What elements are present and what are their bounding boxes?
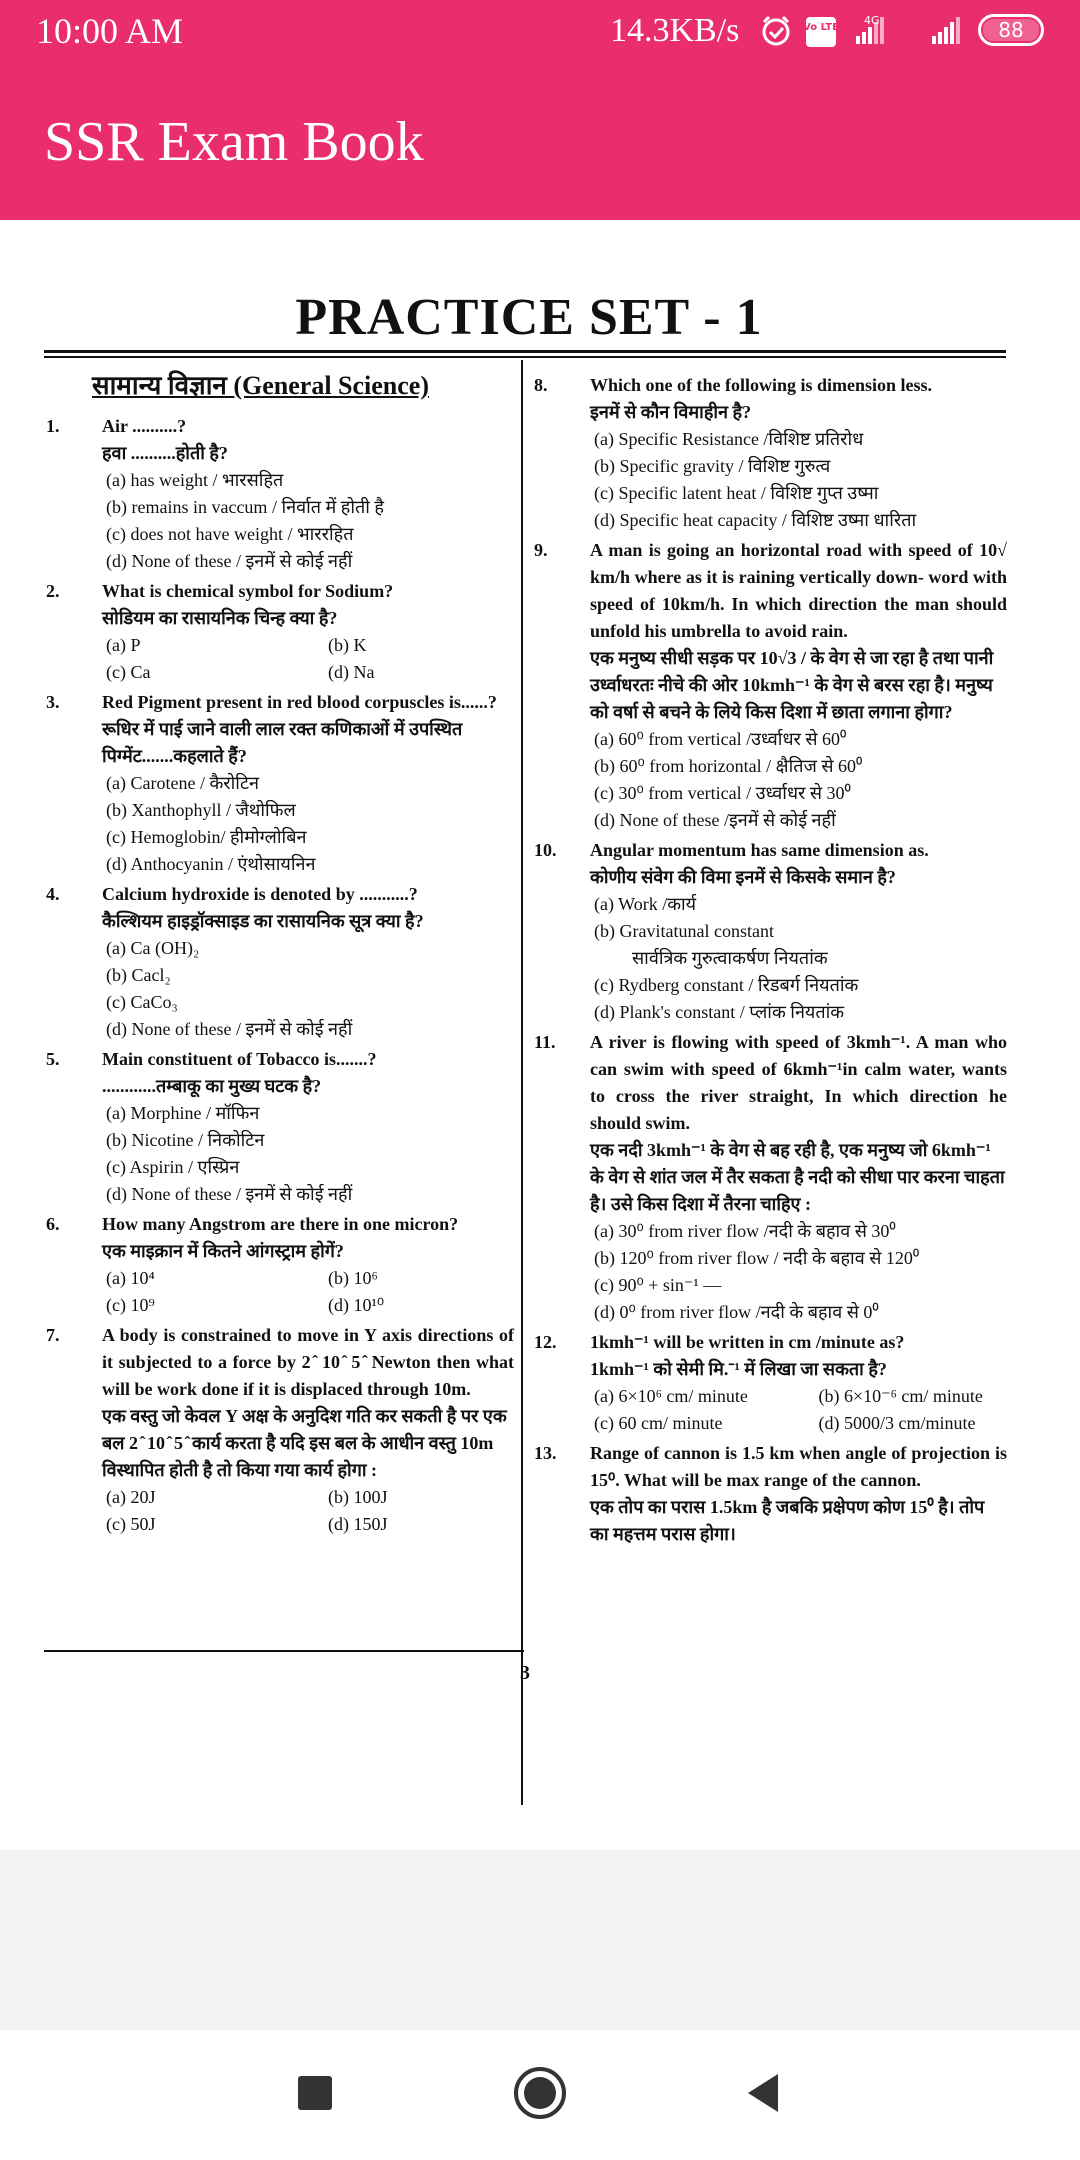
right-column xyxy=(532,372,1007,1551)
option: (d) 150J xyxy=(328,1514,388,1534)
question-text-en: A man is going an horizontal road with speed of 10√ km/h where as it is raining vertically down- word with speed of 10km/h. In which direction the man should unfold his umbrella to avoid rain. xyxy=(590,540,1007,641)
option: (a) 30⁰ from river flow /नदी के बहाव से 30⁰ xyxy=(594,1221,896,1241)
question-7 xyxy=(44,1322,514,1538)
question-number: 6. xyxy=(46,1214,60,1234)
option: (b) Nicotine / निकोटिन xyxy=(106,1130,265,1150)
question-text-hi: हवा ..........होती है? xyxy=(102,443,228,463)
option: (c) CaCo₃ xyxy=(106,992,178,1012)
question-11 xyxy=(532,1029,1007,1326)
option: (d) Anthocyanin / एंथोसायनिन xyxy=(106,854,316,874)
option: (a) has weight / भारसहित xyxy=(106,470,284,490)
navigation-bar xyxy=(0,2030,1080,2160)
question-text-en: What is chemical symbol for Sodium? xyxy=(102,581,394,601)
question-8 xyxy=(532,372,1007,534)
question-text-hi: एक वस्तु जो केवल Y अक्ष के अनुदिश गति कर सकती है पर एक बल 2 ̂ 10 ̂ 5 ̂ कार्य करता है यदि इस बल के आधीन वस्तु 10m विस्थापित होती है तो किया गया कार्य होगा : xyxy=(102,1406,507,1480)
question-text-hi: कोणीय संवेग की विमा इनमें से किसके समान है? xyxy=(590,867,896,887)
question-9 xyxy=(532,537,1007,834)
question-text-en: Air ..........? xyxy=(102,416,187,436)
question-text-en: Red Pigment present in red blood corpuscles is......? xyxy=(102,692,497,712)
option: (d) None of these / इनमें से कोई नहीं xyxy=(106,1184,353,1204)
question-5 xyxy=(44,1046,514,1208)
option: (b) Gravitatunal constant xyxy=(594,921,774,941)
question-4 xyxy=(44,881,514,1043)
option: (d) None of these /इनमें से कोई नहीं xyxy=(594,810,836,830)
option: (c) 60 cm/ minute xyxy=(594,1413,723,1433)
option: (c) Ca xyxy=(106,662,151,682)
question-number: 3. xyxy=(46,692,60,712)
question-text-en: Main constituent of Tobacco is.......? xyxy=(102,1049,377,1069)
option: (a) 10⁴ xyxy=(106,1268,155,1288)
question-text-en: How many Angstrom are there in one micron? xyxy=(102,1214,459,1234)
option: (b) 6×10⁻⁶ cm/ minute xyxy=(818,1386,983,1406)
option: (d) 10¹⁰ xyxy=(328,1295,385,1315)
option: (a) 60⁰ from vertical /उर्ध्वाधर से 60⁰ xyxy=(594,729,847,749)
question-text-hi: कैल्शियम हाइड्रॉक्साइड का रासायनिक सूत्र क्या है? xyxy=(102,911,424,931)
battery-level: 88 xyxy=(998,18,1024,42)
option: (b) 100J xyxy=(328,1487,388,1507)
option: (a) Specific Resistance /विशिष्ट प्रतिरोध xyxy=(594,429,864,449)
question-text-en: A body is constrained to move in Y axis directions of it subjected to a force by 2 ̂ 10 ̂ 5 ̂ Newton then what will be work done if it is displaced through 10m. xyxy=(102,1325,514,1399)
question-text-en: Calcium hydroxide is denoted by ...........? xyxy=(102,884,418,904)
question-text-hi: एक माइक्रान में कितने आंगस्ट्राम होगें? xyxy=(102,1241,344,1261)
option: (a) Morphine / मॉफिन xyxy=(106,1103,260,1123)
document-title: PRACTICE SET - 1 xyxy=(295,289,763,346)
option: (b) 10⁶ xyxy=(328,1268,378,1288)
question-10 xyxy=(532,837,1007,1026)
question-number: 2. xyxy=(46,581,60,601)
question-13 xyxy=(532,1440,1007,1548)
question-number: 5. xyxy=(46,1049,60,1069)
network-label: 4G xyxy=(864,14,880,27)
option: (c) Rydberg constant / रिडबर्ग नियतांक xyxy=(594,975,859,995)
option: (a) 20J xyxy=(106,1487,156,1507)
page-number: 3 xyxy=(520,1662,530,1684)
back-button[interactable] xyxy=(730,2058,800,2128)
option: (b) remains in vaccum / निर्वात में होती है xyxy=(106,497,384,517)
status-bar xyxy=(0,0,1080,62)
option: (a) Carotene / कैरोटिन xyxy=(106,773,260,793)
option: (b) K xyxy=(328,635,367,655)
question-2 xyxy=(44,578,514,686)
option: (c) Hemoglobin/ हीमोग्लोबिन xyxy=(106,827,307,847)
app-title: SSR Exam Book xyxy=(44,111,424,173)
question-number: 13. xyxy=(534,1443,557,1463)
option: (d) Na xyxy=(328,662,375,682)
app-bar xyxy=(0,62,1080,220)
question-number: 1. xyxy=(46,416,60,436)
option: (b) Specific gravity / विशिष्ट गुरुत्व xyxy=(594,456,831,476)
empty-area xyxy=(0,1850,1080,2030)
option: (c) Specific latent heat / विशिष्ट गुप्त उष्मा xyxy=(594,483,879,503)
document-page[interactable] xyxy=(0,220,1080,1850)
option: (d) None of these / इनमें से कोई नहीं xyxy=(106,1019,353,1039)
question-text-en: Range of cannon is 1.5 km when angle of projection is 15⁰. What will be max range of the cannon. xyxy=(590,1443,1007,1490)
bottom-rule xyxy=(44,1650,524,1652)
question-text-hi: एक मनुष्य सीधी सड़क पर 10√3 / के वेग से जा रहा है तथा पानी उर्ध्वाधरतः नीचे की ओर 10kmh⁻¹ के वेग से बरस रहा है। मनुष्य को वर्षा से बचने के लिये किस दिशा में छाता लगाना होगा? xyxy=(590,648,994,722)
option-continuation: सार्वत्रिक गुरुत्वाकर्षण नियतांक xyxy=(632,948,828,968)
back-triangle-icon xyxy=(748,2074,778,2112)
column-divider xyxy=(521,360,523,1805)
recents-button[interactable] xyxy=(280,2058,350,2128)
option: (b) 120⁰ from river flow / नदी के बहाव से 120⁰ xyxy=(594,1248,920,1268)
option: (a) Ca (OH)₂ xyxy=(106,938,200,958)
question-12 xyxy=(532,1329,1007,1437)
option: (d) Specific heat capacity / विशिष्ट उष्मा धारिता xyxy=(594,510,917,530)
option: (d) Plank's constant / प्लांक नियतांक xyxy=(594,1002,845,1022)
option: (a) Work /कार्य xyxy=(594,894,697,914)
option: (c) does not have weight / भाररहित xyxy=(106,524,354,544)
question-text-en: A river is flowing with speed of 3kmh⁻¹. A man who can swim with speed of 6kmh⁻¹in calm water, wants to cross the river straight, In which direction he should swim. xyxy=(590,1032,1007,1133)
question-text-en: 1kmh⁻¹ will be written in cm /minute as? xyxy=(590,1332,905,1352)
option: (d) None of these / इनमें से कोई नहीं xyxy=(106,551,353,571)
title-rule xyxy=(44,350,1006,353)
question-number: 7. xyxy=(46,1325,60,1345)
option: (d) 5000/3 cm/minute xyxy=(818,1413,976,1433)
question-text-en: Angular momentum has same dimension as. xyxy=(590,840,929,860)
question-text-en: Which one of the following is dimension less. xyxy=(590,375,933,395)
question-text-hi: इनमें से कौन विमाहीन है? xyxy=(590,402,752,422)
option: (c) 50J xyxy=(106,1514,156,1534)
home-button[interactable] xyxy=(505,2058,575,2128)
option: (c) 30⁰ from vertical / उर्ध्वाधर से 30⁰ xyxy=(594,783,851,803)
question-number: 11. xyxy=(534,1032,556,1052)
question-6 xyxy=(44,1211,514,1319)
question-3 xyxy=(44,689,514,878)
signal-icon xyxy=(932,17,960,44)
question-1 xyxy=(44,413,514,575)
question-text-hi: ............तम्बाकू का मुख्य घटक है? xyxy=(102,1076,322,1096)
question-text-hi: रूधिर में पाई जाने वाली लाल रक्त कणिकाओं में उपस्थित पिग्मेंट.......कहलाते हैं? xyxy=(102,719,463,766)
option: (c) 10⁹ xyxy=(106,1295,155,1315)
option: (a) 6×10⁶ cm/ minute xyxy=(594,1386,748,1406)
option: (b) Xanthophyll / जैथोफिल xyxy=(106,800,296,820)
status-time: 10:00 AM xyxy=(36,11,184,51)
question-number: 4. xyxy=(46,884,60,904)
option: (c) Aspirin / एस्प्रिन xyxy=(106,1157,240,1177)
question-text-hi: सोडियम का रासायनिक चिन्ह क्या है? xyxy=(102,608,338,628)
question-number: 10. xyxy=(534,840,557,860)
network-speed: 14.3KB/s xyxy=(610,12,740,49)
option: (d) 0⁰ from river flow /नदी के बहाव से 0⁰ xyxy=(594,1302,879,1322)
volte-label: Vo LTE xyxy=(803,22,839,33)
question-number: 8. xyxy=(534,375,548,395)
square-icon xyxy=(298,2076,332,2110)
option: (b) Cacl₂ xyxy=(106,965,171,985)
battery-icon xyxy=(978,14,1044,46)
question-number: 9. xyxy=(534,540,548,560)
option: (a) P xyxy=(106,635,141,655)
option: (c) 90⁰ + sin⁻¹ — xyxy=(594,1275,722,1295)
question-number: 12. xyxy=(534,1332,557,1352)
title-rule-secondary xyxy=(44,356,1006,358)
question-text-hi: 1kmh⁻¹ को सेमी मि.⁻¹ में लिखा जा सकता है? xyxy=(590,1359,887,1379)
section-heading: सामान्य विज्ञान (General Science) xyxy=(92,371,430,400)
left-column xyxy=(44,372,514,1541)
option: (b) 60⁰ from horizontal / क्षैतिज से 60⁰ xyxy=(594,756,863,776)
question-text-hi: एक नदी 3kmh⁻¹ के वेग से बह रही है, एक मनुष्य जो 6kmh⁻¹ के वेग से शांत जल में तैर सकता है नदी को सीधा पार करना चाहता है। उसे किस दिशा में तैरना चाहिए : xyxy=(590,1140,1005,1214)
status-icons xyxy=(0,0,1080,62)
alarm-icon xyxy=(764,17,788,44)
question-text-hi: एक तोप का परास 1.5km है जबकि प्रक्षेपण कोण 15⁰ है। तोप का महत्तम परास होगा। xyxy=(590,1497,985,1544)
